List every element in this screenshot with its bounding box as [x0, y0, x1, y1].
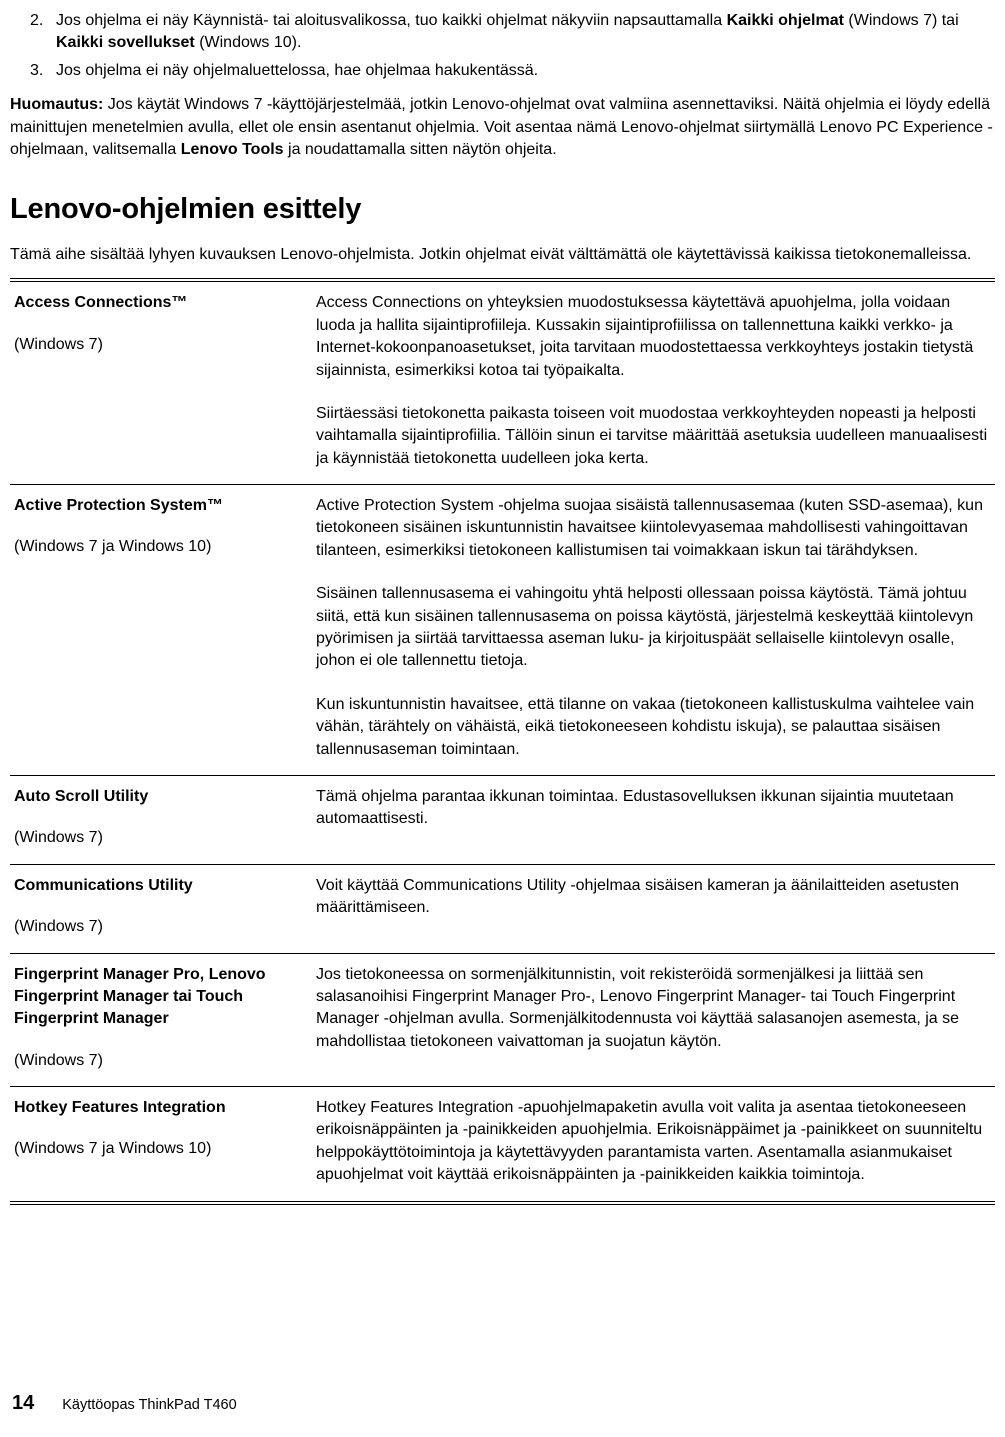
text-segment: (Windows 7) tai [843, 12, 959, 29]
program-description-cell [312, 775, 995, 864]
table-row [10, 485, 995, 776]
program-name: Auto Scroll Utility [14, 787, 149, 805]
page-footer [12, 1389, 237, 1417]
program-name-cell [10, 864, 312, 953]
description-paragraph: Jos tietokoneessa on sormenjälkitunnistin, voit rekisteröidä sormenjälkesi ja liittää sen salasanoihisi Fingerprint Manager Pro-, Lenovo Fingerprint Manager- tai Touch Fingerprint Manager -ohjelman avulla. Sormenjälkitodennusta voi käyttää salasanojen asemesta, ja se mahdollistaa tietokoneen vaivattoman ja suojatun käytön. [316, 965, 960, 1050]
numbered-list [10, 10, 995, 82]
program-name: Communications Utility [14, 876, 193, 894]
program-description-cell [312, 280, 995, 484]
table-row [10, 864, 995, 953]
section-intro: Tämä aihe sisältää lyhyen kuvauksen Lenovo-ohjelmista. Jotkin ohjelmat eivät välttämättä ole käytettävissä kaikissa tietokonemalleissa. [10, 245, 972, 263]
program-os: (Windows 7 ja Windows 10) [14, 1140, 212, 1158]
table-row [10, 775, 995, 864]
description-paragraph: Active Protection System -ohjelma suojaa sisäistä tallennusasemaa (kuten SSD-asemaa), kun tietokoneen sisäinen iskuntunnistin havaitsee kiintolevyasemaa mahdollisesti vahingoittavan tilanteen, esimerkiksi tietokoneen kallistumisen tai voimakkaan iskun tai tärähdyksen. [316, 497, 983, 559]
program-os: (Windows 7) [14, 918, 103, 936]
program-description-cell [312, 864, 995, 953]
page-number: 14 [12, 1392, 35, 1414]
text-segment: Jos ohjelma ei näy ohjelmaluettelossa, hae ohjelmaa hakukentässä. [56, 61, 539, 79]
list-text [56, 60, 995, 82]
text-segment: Jos ohjelma ei näy Käynnistä- tai aloitusvalikossa, tuo kaikki ohjelmat näkyviin napsauttamalla [56, 12, 727, 29]
list-text [56, 10, 995, 55]
table-row [10, 1087, 995, 1203]
note-paragraph [10, 94, 995, 161]
description-paragraph: Access Connections on yhteyksien muodostuksessa käytettävä apuohjelma, jolla voidaan luoda ja hallita sijaintiprofiileja. Kussakin sijaintiprofiilissa on tallennettuna kaikki verkko- ja Internet-kokoonpanoasetukset, joita tarvitaan muodostettaessa verkkoyhteys jostakin tietystä sijainnista, esimerkiksi kotoa tai työpaikalta. [316, 294, 974, 379]
list-item [30, 60, 995, 82]
program-name-cell [10, 280, 312, 484]
text-segment: (Windows 10). [194, 34, 302, 52]
list-item [30, 10, 995, 55]
description-paragraph: Kun iskuntunnistin havaitsee, että tilanne on vakaa (tietokoneen kallistuskulma vaihtelee vain vähän, tärähtely on vähäistä, eikä tietokoneeseen kohdistu iskuja), se palauttaa sisäisen tallennusaseman toimintaan. [316, 695, 975, 758]
text-segment: Jos käytät Windows 7 -käyttöjärjestelmää, jotkin Lenovo-ohjelmat ovat valmiina asennettaviksi. Näitä ohjelmia ei löydy edellä mainittujen menetelmien avulla, ellet ole ensin asentanut ohjelmia. Voit asentaa nämä Lenovo-ohjelmat siirtymällä Lenovo PC Experience -ohjelmaan, valitsemalla [10, 96, 993, 158]
program-description-cell [312, 953, 995, 1087]
program-name-cell [10, 953, 312, 1087]
list-number: 2. [30, 12, 44, 29]
list-number: 3. [30, 61, 44, 79]
program-os: (Windows 7) [14, 335, 103, 353]
text-segment-bold: Lenovo Tools [180, 140, 284, 158]
text-segment: ja noudattamalla sitten näytön ohjeita. [283, 140, 557, 158]
section-title: Lenovo-ohjelmien esittely [10, 193, 362, 226]
text-segment-bold: Kaikki ohjelmat [726, 12, 844, 29]
program-name-cell [10, 1087, 312, 1203]
program-name: Fingerprint Manager Pro, Lenovo Fingerprint Manager tai Touch Fingerprint Manager [14, 965, 266, 1028]
table-row [10, 953, 995, 1087]
description-paragraph: Voit käyttää Communications Utility -ohjelmaa sisäisen kameran ja äänilaitteiden asetusten määrittämiseen. [316, 876, 959, 917]
doc-title: Käyttöopas ThinkPad T460 [62, 1397, 237, 1413]
description-paragraph: Hotkey Features Integration -apuohjelmapaketin avulla voit valita ja asentaa tietokoneeseen erikoisnäppäinten ja -painikkeiden apuohjelmia. Erikoisnäppäimet ja -painikkeet on suunniteltu helppokäyttötoimintoja ja käytettävyyden parantamista varten. Asentamalla asianmukaiset apuohjelmat voit käyttää erikoisnäppäinten ja -painikkeiden kaikkia toimintoja. [316, 1099, 983, 1184]
program-name: Hotkey Features Integration [14, 1099, 226, 1117]
program-name: Access Connections™ [14, 294, 188, 312]
program-name-cell [10, 485, 312, 776]
program-description-cell [312, 1087, 995, 1203]
description-paragraph: Siirtäessäsi tietokonetta paikasta toiseen voit muodostaa verkkoyhteyden nopeasti ja helposti vaihtamalla sijaintiprofiilia. Tällöin sinun ei tarvitse määrittää asetuksia uudelleen manuaalisesti ja käynnistää tietokonetta uudelleen joka kerta. [316, 404, 988, 467]
text-segment-bold: Kaikki sovellukset [56, 34, 195, 52]
programs-table [10, 278, 995, 1204]
description-paragraph: Sisäinen tallennusasema ei vahingoitu yhtä helposti ollessaan poissa käytöstä. Tämä johtuu siitä, että kun sisäinen tallennusasema on poissa käytöstä, järjestelmä keskeyttää kiintolevyn pyörimisen ja siirtää tarvittaessa aseman luku- ja kirjoituspäät sellaiselle kiintolevyn osalle, johon ei ole tallennettu tietoja. [316, 585, 974, 670]
description-paragraph: Tämä ohjelma parantaa ikkunan toimintaa. Edustasovelluksen ikkunan sijaintia muutetaan automaattisesti. [316, 787, 954, 828]
program-description-cell [312, 485, 995, 776]
program-os: (Windows 7) [14, 829, 103, 847]
program-name-cell [10, 775, 312, 864]
table-row [10, 280, 995, 484]
program-os: (Windows 7) [14, 1051, 103, 1069]
program-os: (Windows 7 ja Windows 10) [14, 538, 212, 556]
note-label: Huomautus: [10, 96, 104, 114]
program-name: Active Protection System™ [14, 497, 223, 515]
